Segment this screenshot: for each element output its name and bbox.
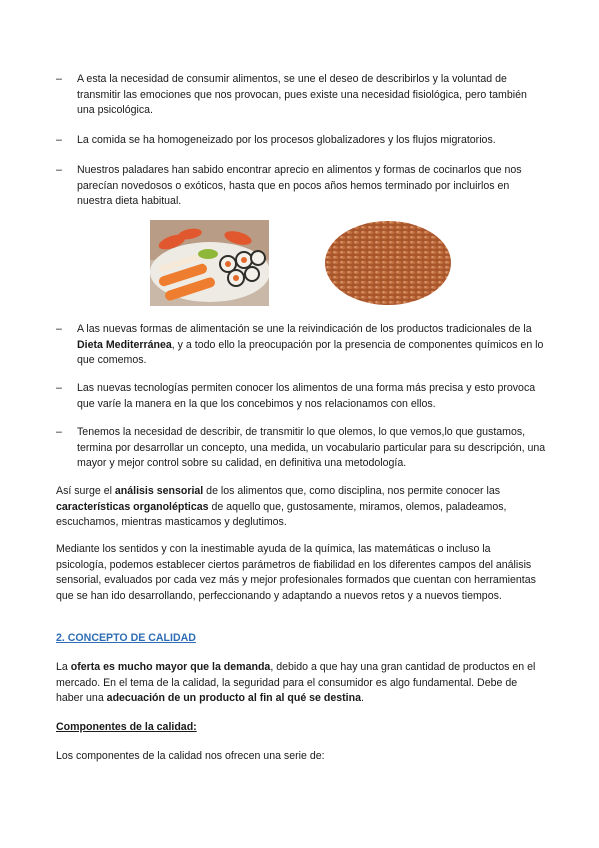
dash-bullet: – xyxy=(56,382,62,394)
list-item-text: A esta la necesidad de consumir alimentos, se une el deseo de describirlos y la voluntad de transmitir las emociones que nos provocan, pues existe una necesidad fisiológica, pero también una psicológica. xyxy=(77,73,527,117)
list-item-text: Tenemos la necesidad de describir, de transmitir lo que olemos, lo que vemos,lo que gustamos, termina por desarrollar un concepto, una medida, un vocabulario particular para su descripción, una mayor y mejor control sobre su calidad, en definitiva una metodología. xyxy=(77,426,546,470)
list-item xyxy=(56,163,546,210)
list-item-text xyxy=(77,322,546,369)
list-item-text-part: A las nuevas formas de alimentación se une la reivindicación de los productos tradicionales de la xyxy=(77,323,532,335)
list-item-text: Las nuevas tecnologías permiten conocer los alimentos de una forma más precisa y esto provoca que varíe la manera en la que los concebimos y nos relacionamos con ellos. xyxy=(77,382,536,410)
list-item xyxy=(56,381,546,412)
list-item xyxy=(56,133,546,149)
dash-bullet: – xyxy=(56,164,62,176)
section-heading: 2. CONCEPTO DE CALIDAD xyxy=(56,632,196,644)
list-item xyxy=(56,322,546,369)
bold-term: adecuación de un producto al fin al qué se destina xyxy=(106,692,361,705)
text-part: de los alimentos que, como disciplina, nos permite conocer las xyxy=(203,485,501,497)
text-part: Así surge el xyxy=(56,485,115,497)
list-item-text: Nuestros paladares han sabido encontrar aprecio en alimentos y formas de cocinarlos que nos parecían novedosos o exóticos, hasta que en pocos años hemos terminado por incluirlos en nuestra dieta habitual. xyxy=(77,164,522,208)
dash-bullet: – xyxy=(56,426,62,438)
text-part: de aquello que, gustosamente, miramos, olemos, paladeamos, escuchamos, mientras masticamos y deglutimos. xyxy=(56,500,507,529)
paragraph xyxy=(56,660,544,707)
list-item-text: La comida se ha homogeneizado por los procesos globalizadores y los flujos migratorios. xyxy=(77,134,496,146)
bold-term: oferta es mucho mayor que la demanda xyxy=(70,661,271,673)
paragraph xyxy=(56,484,544,531)
paragraph: Los componentes de la calidad nos ofrecen una serie de: xyxy=(56,750,325,762)
dash-bullet: – xyxy=(56,73,62,85)
bold-term: análisis sensorial xyxy=(114,485,204,497)
seeds-photo xyxy=(325,220,452,306)
dash-bullet: – xyxy=(56,134,62,146)
text-part: , debido a que hay una gran cantidad de productos en el mercado. En el tema de la calidad, la seguridad para el consumidor es algo fundamental. Debe de haber una xyxy=(56,661,536,705)
text-part: . xyxy=(360,692,364,705)
sushi-photo xyxy=(150,220,269,306)
bold-term: Dieta Mediterránea xyxy=(77,338,172,351)
list-item-text-part: , y a todo ello la preocupación por la presencia de componentes químicos en lo que comemos. xyxy=(77,338,544,367)
bold-term: características organolépticas xyxy=(56,500,209,513)
list-item xyxy=(56,72,546,119)
dash-bullet: – xyxy=(56,323,62,335)
list-item xyxy=(56,425,546,472)
text-part: La xyxy=(56,661,71,673)
sushi-illustration xyxy=(150,220,269,306)
flax-seeds-illustration xyxy=(325,220,452,306)
paragraph: Mediante los sentidos y con la inestimable ayuda de la química, las matemáticas o incluso la psicología, podemos establecer ciertos parámetros de fiabilidad en los diferentes campos del análisis sensorial, evaluados por cada vez más y mejor profesionales formados que cuentan con herramientas que se han ido desarrollando, perfeccionando y adaptando a nuevos retos y a nuevos tiempos. xyxy=(56,543,536,602)
subheading: Componentes de la calidad: xyxy=(56,721,197,733)
